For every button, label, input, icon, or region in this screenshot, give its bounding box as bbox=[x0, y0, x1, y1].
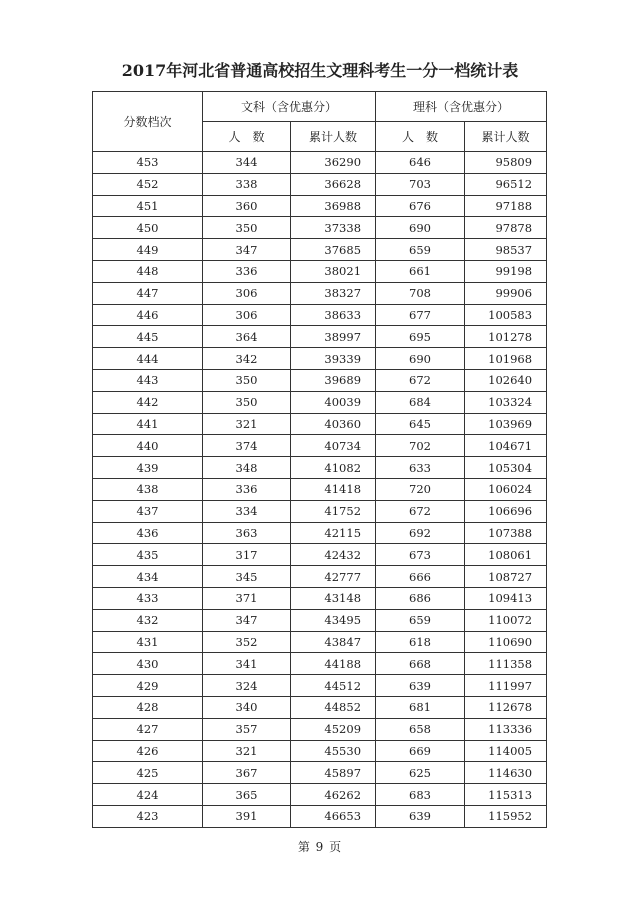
table-row bbox=[93, 217, 547, 239]
wenke-cumulative-cell: 39689 bbox=[291, 369, 376, 391]
wenke-cumulative-cell: 41752 bbox=[291, 500, 376, 522]
wenke-count-cell: 342 bbox=[203, 348, 291, 370]
like-count-cell: 633 bbox=[376, 457, 465, 479]
like-count-cell: 646 bbox=[376, 152, 465, 174]
page-number: 第 9 页 bbox=[297, 840, 343, 854]
like-count-cell: 672 bbox=[376, 500, 465, 522]
wenke-count-cell: 347 bbox=[203, 609, 291, 631]
like-cumulative-cell: 105304 bbox=[465, 457, 547, 479]
like-cumulative-cell: 115952 bbox=[465, 805, 547, 827]
score-cell: 443 bbox=[93, 369, 203, 391]
like-cumulative-cell: 109413 bbox=[465, 587, 547, 609]
wenke-cumulative-cell: 37338 bbox=[291, 217, 376, 239]
score-cell: 430 bbox=[93, 653, 203, 675]
like-cumulative-cell: 104671 bbox=[465, 435, 547, 457]
wenke-count-cell: 306 bbox=[203, 282, 291, 304]
like-cumulative-cell: 112678 bbox=[465, 696, 547, 718]
wenke-count-cell: 345 bbox=[203, 566, 291, 588]
table-row bbox=[93, 544, 547, 566]
like-cumulative-cell: 97188 bbox=[465, 195, 547, 217]
wenke-cumulative-cell: 36628 bbox=[291, 173, 376, 195]
score-cell: 427 bbox=[93, 718, 203, 740]
table-row bbox=[93, 762, 547, 784]
wenke-count-cell: 350 bbox=[203, 369, 291, 391]
wenke-cumulative-cell: 41418 bbox=[291, 478, 376, 500]
wenke-cumulative-cell: 45530 bbox=[291, 740, 376, 762]
like-cumulative-cell: 113336 bbox=[465, 718, 547, 740]
like-count-cell: 686 bbox=[376, 587, 465, 609]
table-row bbox=[93, 457, 547, 479]
score-cell: 425 bbox=[93, 762, 203, 784]
like-cumulative-cell: 106696 bbox=[465, 500, 547, 522]
table-row bbox=[93, 587, 547, 609]
table-row bbox=[93, 173, 547, 195]
wenke-cumulative-cell: 46262 bbox=[291, 784, 376, 806]
score-cell: 450 bbox=[93, 217, 203, 239]
wenke-count-cell: 317 bbox=[203, 544, 291, 566]
wenke-cumulative-cell: 44512 bbox=[291, 675, 376, 697]
wenke-count-cell: 341 bbox=[203, 653, 291, 675]
header-like-group: 理科（含优惠分） bbox=[376, 92, 547, 122]
table-row bbox=[93, 566, 547, 588]
score-cell: 434 bbox=[93, 566, 203, 588]
score-cell: 439 bbox=[93, 457, 203, 479]
table-row bbox=[93, 609, 547, 631]
like-count-cell: 690 bbox=[376, 348, 465, 370]
header-wenke-group: 文科（含优惠分） bbox=[203, 92, 376, 122]
like-cumulative-cell: 107388 bbox=[465, 522, 547, 544]
like-count-cell: 683 bbox=[376, 784, 465, 806]
wenke-cumulative-cell: 45209 bbox=[291, 718, 376, 740]
like-cumulative-cell: 99906 bbox=[465, 282, 547, 304]
score-cell: 441 bbox=[93, 413, 203, 435]
wenke-count-cell: 371 bbox=[203, 587, 291, 609]
like-cumulative-cell: 98537 bbox=[465, 239, 547, 261]
like-cumulative-cell: 111997 bbox=[465, 675, 547, 697]
wenke-count-cell: 391 bbox=[203, 805, 291, 827]
wenke-cumulative-cell: 38021 bbox=[291, 260, 376, 282]
like-count-cell: 639 bbox=[376, 675, 465, 697]
like-count-cell: 659 bbox=[376, 239, 465, 261]
table-row bbox=[93, 784, 547, 806]
like-count-cell: 668 bbox=[376, 653, 465, 675]
score-cell: 448 bbox=[93, 260, 203, 282]
score-cell: 423 bbox=[93, 805, 203, 827]
score-cell: 452 bbox=[93, 173, 203, 195]
wenke-cumulative-cell: 40734 bbox=[291, 435, 376, 457]
like-cumulative-cell: 115313 bbox=[465, 784, 547, 806]
score-cell: 428 bbox=[93, 696, 203, 718]
like-count-cell: 673 bbox=[376, 544, 465, 566]
score-cell: 440 bbox=[93, 435, 203, 457]
score-cell: 429 bbox=[93, 675, 203, 697]
score-cell: 437 bbox=[93, 500, 203, 522]
like-count-cell: 639 bbox=[376, 805, 465, 827]
score-cell: 451 bbox=[93, 195, 203, 217]
like-cumulative-cell: 110072 bbox=[465, 609, 547, 631]
wenke-count-cell: 347 bbox=[203, 239, 291, 261]
like-cumulative-cell: 99198 bbox=[465, 260, 547, 282]
like-cumulative-cell: 101278 bbox=[465, 326, 547, 348]
like-cumulative-cell: 111358 bbox=[465, 653, 547, 675]
wenke-cumulative-cell: 43495 bbox=[291, 609, 376, 631]
score-cell: 446 bbox=[93, 304, 203, 326]
like-count-cell: 695 bbox=[376, 326, 465, 348]
like-count-cell: 708 bbox=[376, 282, 465, 304]
table-row bbox=[93, 500, 547, 522]
like-cumulative-cell: 108727 bbox=[465, 566, 547, 588]
wenke-count-cell: 336 bbox=[203, 260, 291, 282]
like-count-cell: 669 bbox=[376, 740, 465, 762]
wenke-cumulative-cell: 44852 bbox=[291, 696, 376, 718]
table-row bbox=[93, 718, 547, 740]
like-count-cell: 659 bbox=[376, 609, 465, 631]
like-count-cell: 661 bbox=[376, 260, 465, 282]
table-row bbox=[93, 239, 547, 261]
wenke-count-cell: 352 bbox=[203, 631, 291, 653]
score-cell: 449 bbox=[93, 239, 203, 261]
wenke-cumulative-cell: 36290 bbox=[291, 152, 376, 174]
score-cell: 445 bbox=[93, 326, 203, 348]
like-count-cell: 676 bbox=[376, 195, 465, 217]
header-wenke-cumulative: 累计人数 bbox=[291, 122, 376, 152]
wenke-count-cell: 365 bbox=[203, 784, 291, 806]
wenke-count-cell: 357 bbox=[203, 718, 291, 740]
wenke-cumulative-cell: 44188 bbox=[291, 653, 376, 675]
table-row bbox=[93, 304, 547, 326]
like-cumulative-cell: 110690 bbox=[465, 631, 547, 653]
table-header bbox=[93, 92, 547, 152]
page-title: 2017年河北省普通高校招生文理科考生一分一档统计表 bbox=[121, 61, 519, 80]
like-count-cell: 702 bbox=[376, 435, 465, 457]
score-distribution-table bbox=[92, 91, 547, 828]
wenke-cumulative-cell: 38327 bbox=[291, 282, 376, 304]
wenke-count-cell: 334 bbox=[203, 500, 291, 522]
like-cumulative-cell: 95809 bbox=[465, 152, 547, 174]
table-row bbox=[93, 369, 547, 391]
table-row bbox=[93, 260, 547, 282]
table-row bbox=[93, 740, 547, 762]
wenke-cumulative-cell: 42432 bbox=[291, 544, 376, 566]
wenke-count-cell: 350 bbox=[203, 217, 291, 239]
table-row bbox=[93, 675, 547, 697]
like-count-cell: 681 bbox=[376, 696, 465, 718]
table-row bbox=[93, 413, 547, 435]
wenke-cumulative-cell: 38997 bbox=[291, 326, 376, 348]
score-cell: 436 bbox=[93, 522, 203, 544]
wenke-count-cell: 348 bbox=[203, 457, 291, 479]
wenke-cumulative-cell: 42777 bbox=[291, 566, 376, 588]
like-count-cell: 690 bbox=[376, 217, 465, 239]
table-row bbox=[93, 435, 547, 457]
like-cumulative-cell: 97878 bbox=[465, 217, 547, 239]
wenke-count-cell: 374 bbox=[203, 435, 291, 457]
score-cell: 432 bbox=[93, 609, 203, 631]
wenke-cumulative-cell: 41082 bbox=[291, 457, 376, 479]
wenke-count-cell: 360 bbox=[203, 195, 291, 217]
wenke-cumulative-cell: 39339 bbox=[291, 348, 376, 370]
wenke-count-cell: 340 bbox=[203, 696, 291, 718]
table-row bbox=[93, 631, 547, 653]
like-count-cell: 677 bbox=[376, 304, 465, 326]
like-count-cell: 666 bbox=[376, 566, 465, 588]
like-cumulative-cell: 100583 bbox=[465, 304, 547, 326]
table-row bbox=[93, 326, 547, 348]
like-cumulative-cell: 106024 bbox=[465, 478, 547, 500]
like-count-cell: 703 bbox=[376, 173, 465, 195]
like-count-cell: 672 bbox=[376, 369, 465, 391]
like-cumulative-cell: 114005 bbox=[465, 740, 547, 762]
wenke-cumulative-cell: 46653 bbox=[291, 805, 376, 827]
table-row bbox=[93, 152, 547, 174]
wenke-count-cell: 324 bbox=[203, 675, 291, 697]
like-count-cell: 658 bbox=[376, 718, 465, 740]
like-count-cell: 692 bbox=[376, 522, 465, 544]
wenke-cumulative-cell: 40039 bbox=[291, 391, 376, 413]
score-cell: 433 bbox=[93, 587, 203, 609]
wenke-cumulative-cell: 42115 bbox=[291, 522, 376, 544]
wenke-count-cell: 321 bbox=[203, 740, 291, 762]
wenke-cumulative-cell: 36988 bbox=[291, 195, 376, 217]
like-cumulative-cell: 101968 bbox=[465, 348, 547, 370]
table-row bbox=[93, 348, 547, 370]
like-cumulative-cell: 96512 bbox=[465, 173, 547, 195]
like-cumulative-cell: 114630 bbox=[465, 762, 547, 784]
score-cell: 453 bbox=[93, 152, 203, 174]
like-cumulative-cell: 103969 bbox=[465, 413, 547, 435]
like-count-cell: 684 bbox=[376, 391, 465, 413]
score-cell: 435 bbox=[93, 544, 203, 566]
table-row bbox=[93, 696, 547, 718]
table-row bbox=[93, 195, 547, 217]
header-like-cumulative: 累计人数 bbox=[465, 122, 547, 152]
score-cell: 426 bbox=[93, 740, 203, 762]
like-count-cell: 720 bbox=[376, 478, 465, 500]
score-cell: 447 bbox=[93, 282, 203, 304]
wenke-cumulative-cell: 37685 bbox=[291, 239, 376, 261]
like-cumulative-cell: 108061 bbox=[465, 544, 547, 566]
wenke-cumulative-cell: 38633 bbox=[291, 304, 376, 326]
wenke-count-cell: 363 bbox=[203, 522, 291, 544]
header-wenke-count: 人 数 bbox=[203, 122, 291, 152]
table-row bbox=[93, 478, 547, 500]
score-cell: 438 bbox=[93, 478, 203, 500]
wenke-cumulative-cell: 43847 bbox=[291, 631, 376, 653]
wenke-cumulative-cell: 40360 bbox=[291, 413, 376, 435]
header-like-count: 人 数 bbox=[376, 122, 465, 152]
table-row bbox=[93, 282, 547, 304]
like-cumulative-cell: 103324 bbox=[465, 391, 547, 413]
table-row bbox=[93, 391, 547, 413]
wenke-cumulative-cell: 43148 bbox=[291, 587, 376, 609]
wenke-count-cell: 321 bbox=[203, 413, 291, 435]
wenke-cumulative-cell: 45897 bbox=[291, 762, 376, 784]
wenke-count-cell: 350 bbox=[203, 391, 291, 413]
like-count-cell: 625 bbox=[376, 762, 465, 784]
like-cumulative-cell: 102640 bbox=[465, 369, 547, 391]
wenke-count-cell: 364 bbox=[203, 326, 291, 348]
table-row bbox=[93, 522, 547, 544]
score-cell: 444 bbox=[93, 348, 203, 370]
wenke-count-cell: 344 bbox=[203, 152, 291, 174]
table-body bbox=[93, 152, 547, 828]
score-cell: 442 bbox=[93, 391, 203, 413]
header-score-column: 分数档次 bbox=[93, 92, 203, 152]
wenke-count-cell: 338 bbox=[203, 173, 291, 195]
like-count-cell: 645 bbox=[376, 413, 465, 435]
wenke-count-cell: 336 bbox=[203, 478, 291, 500]
score-cell: 431 bbox=[93, 631, 203, 653]
table-row bbox=[93, 805, 547, 827]
wenke-count-cell: 306 bbox=[203, 304, 291, 326]
table-row bbox=[93, 653, 547, 675]
wenke-count-cell: 367 bbox=[203, 762, 291, 784]
like-count-cell: 618 bbox=[376, 631, 465, 653]
score-cell: 424 bbox=[93, 784, 203, 806]
